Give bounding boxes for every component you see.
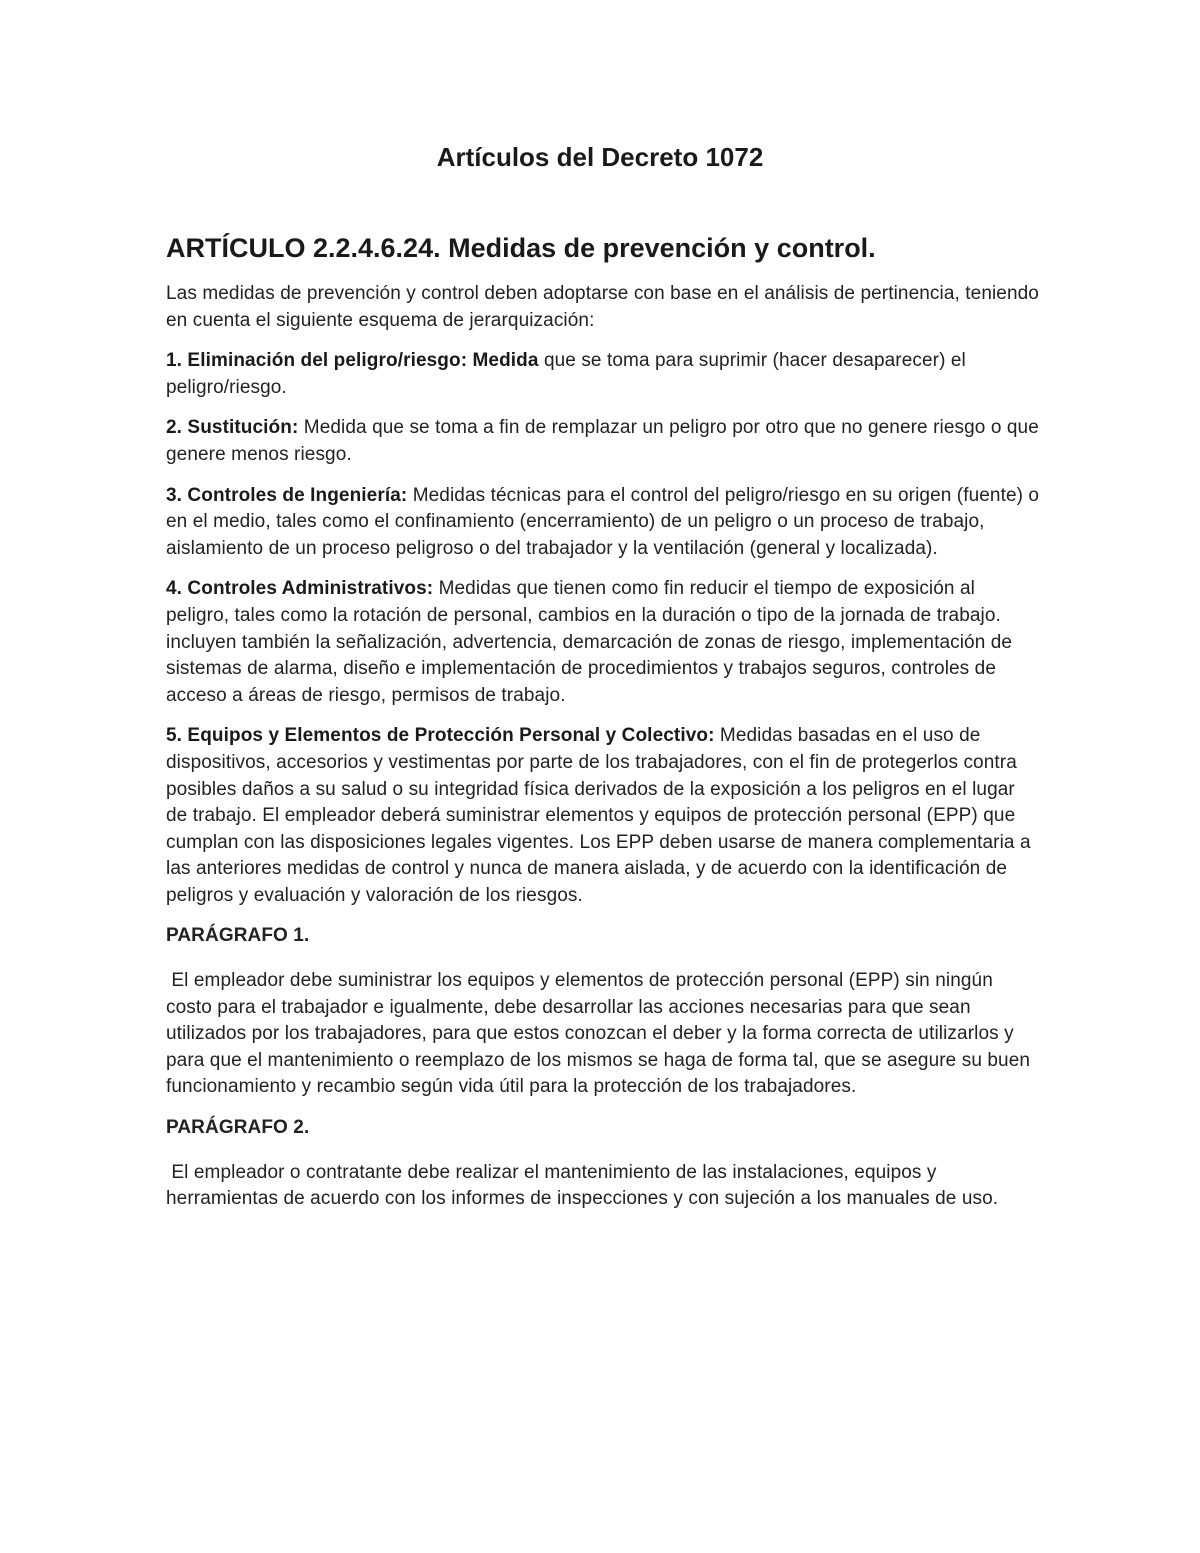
article-body [166, 281, 1041, 1227]
item-label: 1. Eliminación del peligro/riesgo: Medida [166, 350, 539, 372]
item-label: 2. Sustitución: [166, 417, 299, 439]
list-item [166, 348, 1041, 401]
item-label: 5. Equipos y Elementos de Protección Personal y Colectivo: [166, 725, 715, 747]
item-text: Medidas que tienen como fin reducir el tiempo de exposición al peligro, tales como la rotación de personal, cambios en la duración o tipo de la jornada de trabajo. incluyen también la señalización, advertencia, demarcación de zonas de riesgo, implementación de sistemas de alarma, diseño e implementación de procedimientos y trabajos seguros, controles de acceso a áreas de riesgo, permisos de trabajo. [166, 578, 1013, 706]
paragrafo-2-content: El empleador o contratante debe realizar el mantenimiento de las instalaciones, equipos y herramientas de acuerdo con los informes de inspecciones y con sujeción a los manuales de uso. [166, 1161, 999, 1210]
item-label: 4. Controles Administrativos: [166, 578, 434, 600]
intro-paragraph: Las medidas de prevención y control deben adoptarse con base en el análisis de pertinencia, teniendo en cuenta el siguiente esquema de jerarquización: [166, 283, 1039, 331]
item-text: que se toma para suprimir (hacer desaparecer) el peligro/riesgo. [166, 350, 966, 398]
paragrafo-1-label: PARÁGRAFO 1. [166, 925, 310, 947]
list-item [166, 483, 1041, 563]
paragrafo-1-content: El empleador debe suministrar los equipos y elementos de protección personal (EPP) sin ningún costo para el trabajador e igualmente, debe desarrollar las acciones necesarias para que sean utilizados por los trabajadores, para que estos conozcan el deber y la forma correcta de utilizarlos y para que el mantenimiento o reemplazo de los mismos se haga de forma tal, que se asegure su buen funcionamiento y recambio según vida útil para la protección de los trabajadores. [166, 970, 1031, 1098]
list-item [166, 576, 1041, 709]
paragrafo-1-text [166, 968, 1041, 1101]
paragrafo-2-text [166, 1160, 1041, 1213]
document-title: Artículos del Decreto 1072 [436, 142, 764, 172]
item-label: 3. Controles de Ingeniería: [166, 484, 408, 506]
list-item [166, 723, 1041, 909]
list-item [166, 415, 1041, 468]
paragrafo-2-label: PARÁGRAFO 2. [166, 1117, 310, 1139]
item-text: Medida que se toma a fin de remplazar un peligro por otro que no genere riesgo o que genere menos riesgo. [166, 417, 1039, 465]
item-text: Medidas basadas en el uso de dispositivos, accesorios y vestimentas por parte de los trabajadores, con el fin de protegerlos contra posibles daños a su salud o su integridad física derivados de la exposición a los peligros en el lugar de trabajo. El empleador deberá suministrar elementos y equipos de protección personal (EPP) que cumplan con las disposiciones legales vigentes. Los EPP deben usarse de manera complementaria a las anteriores medidas de control y nunca de manera aislada, y de acuerdo con la identificación de peligros y evaluación y valoración de los riesgos. [166, 725, 1031, 906]
article-heading: ARTÍCULO 2.2.4.6.24. Medidas de prevención y control. [166, 233, 876, 263]
item-text: Medidas técnicas para el control del peligro/riesgo en su origen (fuente) o en el medio, tales como el confinamiento (encerramiento) de un peligro o un proceso de trabajo, aislamiento de un proceso peligroso o del trabajador y la ventilación (general y localizada). [166, 484, 1040, 559]
